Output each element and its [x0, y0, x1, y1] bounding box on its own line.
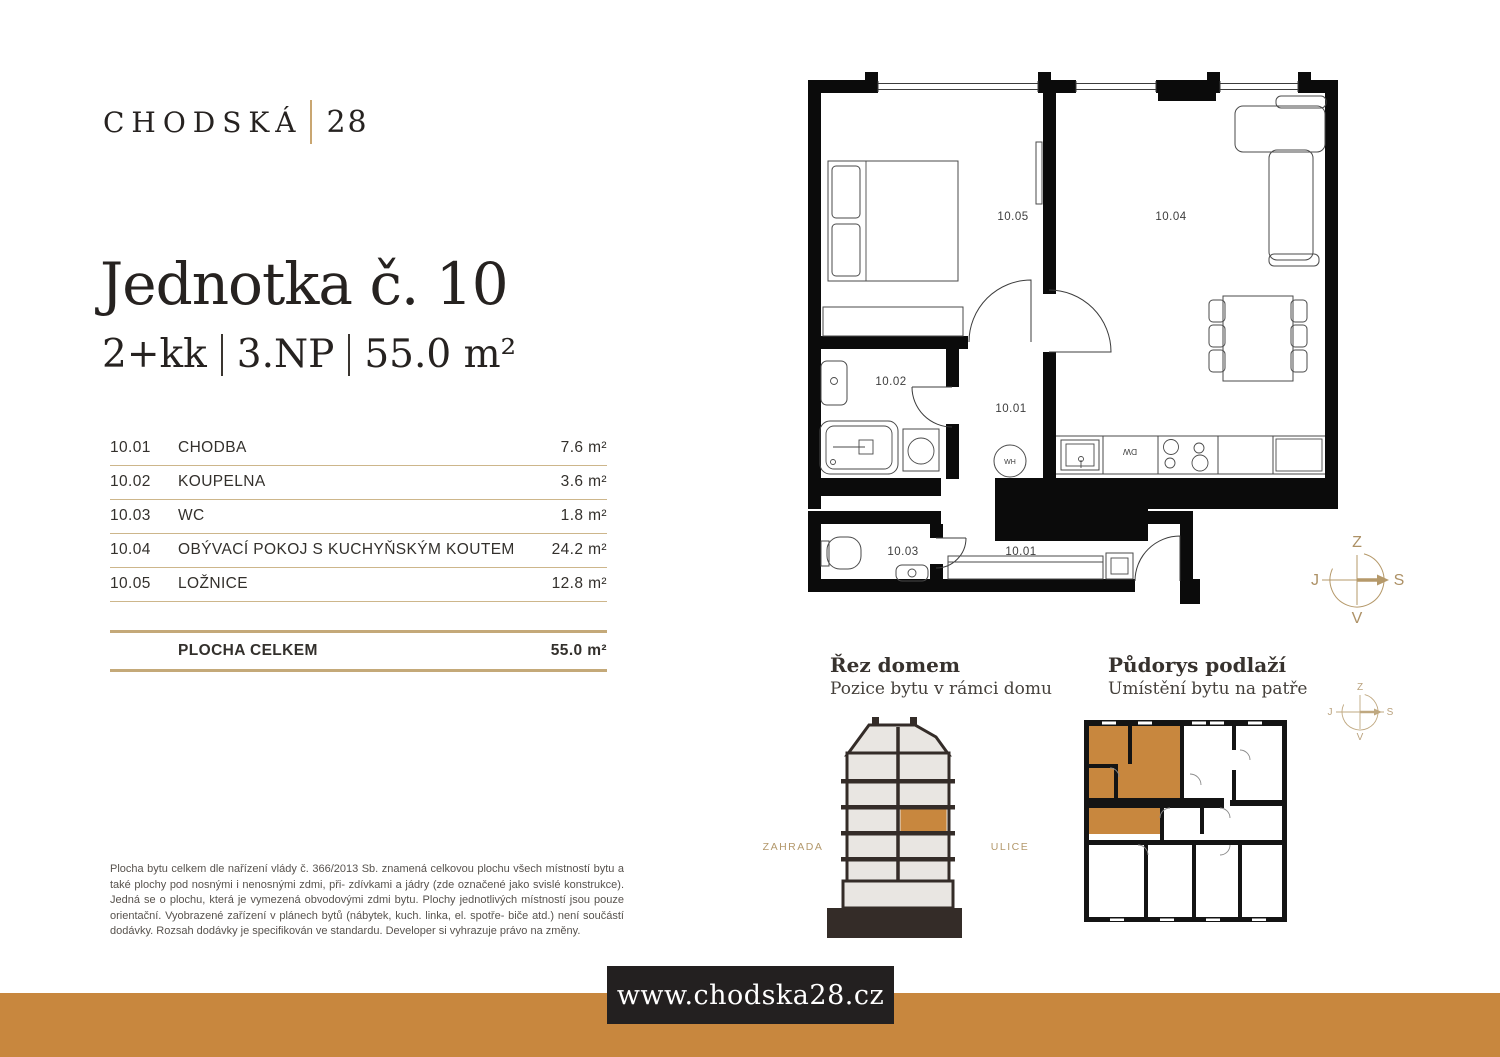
room-name: OBÝVACÍ POKOJ S KUCHYŇSKÝM KOUTEM	[178, 541, 515, 558]
windows	[878, 81, 1298, 92]
floor-plan	[803, 64, 1343, 616]
street-label: ULICE	[990, 841, 1030, 853]
small-basin	[896, 565, 928, 581]
wc-fixtures	[821, 537, 928, 581]
room-code: 10.05	[110, 575, 151, 592]
floor-layout-subtitle: Umístění bytu na patře	[1108, 679, 1308, 699]
spec-floor: 3.NP	[236, 332, 335, 377]
spec-separator	[348, 334, 350, 376]
table-row	[110, 500, 607, 534]
room-code: 10.04	[110, 541, 151, 558]
table-row	[110, 534, 607, 568]
website-box	[607, 966, 894, 1024]
radiator	[1036, 142, 1042, 204]
highlighted-unit	[901, 810, 947, 832]
ground-floor	[843, 881, 953, 908]
brand-number: 28	[326, 104, 369, 140]
dishwasher-label: DW	[1122, 447, 1138, 457]
highlighted-unit-area	[1084, 724, 1183, 834]
brand-name: CHODSKÁ	[103, 105, 303, 139]
living-furniture	[1209, 96, 1326, 381]
compass-top: Z	[1352, 534, 1362, 551]
sofa	[1269, 150, 1313, 260]
fridge	[1276, 439, 1322, 471]
room-area: 3.6 m²	[560, 473, 607, 490]
spec-layout: 2+kk	[102, 332, 207, 377]
room-code: 10.03	[110, 507, 151, 524]
shoe-cabinet	[1106, 553, 1133, 579]
dresser	[823, 307, 963, 336]
table-row	[110, 466, 607, 500]
compass-bottom: V	[1351, 610, 1363, 627]
floor-layout-title: Půdorys podlaží	[1108, 653, 1287, 677]
kitchen	[1056, 436, 1325, 474]
room-area: 7.6 m²	[560, 439, 607, 456]
spec-area: 55.0 m²	[364, 332, 517, 377]
room-code: 10.02	[110, 473, 151, 490]
compass-left: J	[1311, 572, 1319, 589]
total-label: PLOCHA CELKEM	[178, 642, 318, 659]
table-row	[110, 568, 607, 602]
room-name: WC	[178, 507, 205, 524]
room-code: 10.01	[110, 439, 151, 456]
room-label-bedroom: 10.05	[997, 211, 1029, 223]
unit-title: Jednotka č. 10	[100, 250, 508, 318]
table-row	[110, 432, 607, 466]
building-section	[755, 695, 1055, 945]
room-name: KOUPELNA	[178, 473, 266, 490]
compass-right: S	[1386, 707, 1394, 718]
room-area: 12.8 m²	[551, 575, 607, 592]
water-heater-label: WH	[1004, 459, 1016, 466]
room-name: LOŽNICE	[178, 575, 248, 592]
bed	[828, 161, 958, 281]
website-url: www.chodska28.cz	[616, 979, 885, 1011]
compass-left: J	[1327, 707, 1333, 718]
brand-logo	[103, 100, 369, 144]
unit-specs	[102, 332, 516, 377]
cooktop-burner	[1164, 440, 1179, 455]
room-label-bathroom: 10.02	[875, 376, 907, 388]
compass-rose-small-icon	[1318, 672, 1402, 756]
pillow	[832, 224, 860, 276]
legal-disclaimer: Plocha bytu celkem dle nařízení vlády č. 366/2013 Sb. znamená celkovou plochu všech místností bytu a také plochy pod nosnými i nenosnými zdmi, při- zdívkami a jádry (zde označené jako svislé konstrukce). Jedná se o plochu, která je vymezená obvodovými zdmi bytu. Plochy jednotlivých místností jsou pouze orientační. Vyobrazené zařízení v plánech bytů (nábytek, kuch. linka, el. spotře- biče atd.) není součástí dodávky. Rozsah dodávky je specifikován ve standardu. Developer si vyhrazuje právo na změny.	[110, 863, 624, 937]
wardrobe	[948, 556, 1103, 579]
bedroom-furniture	[823, 142, 1042, 336]
compass-top: Z	[1356, 682, 1364, 693]
pillow	[832, 166, 860, 218]
washbasin	[821, 361, 847, 405]
compass-right: S	[1393, 572, 1405, 589]
total-area: 55.0 m²	[550, 642, 607, 659]
compass-rose-icon	[1295, 523, 1445, 645]
brand-divider	[310, 100, 312, 144]
table-total-row	[110, 630, 607, 672]
room-table	[110, 432, 607, 672]
spec-separator	[221, 334, 223, 376]
garden-label: ZAHRADA	[762, 841, 824, 853]
room-label-hall-lower: 10.01	[1005, 546, 1037, 558]
room-name: CHODBA	[178, 439, 247, 456]
dining-table	[1223, 296, 1293, 381]
floor-layout-map	[1080, 712, 1290, 927]
room-label-living: 10.04	[1155, 211, 1187, 223]
compass-bottom: V	[1356, 732, 1364, 743]
toilet	[827, 537, 861, 569]
section-subtitle: Pozice bytu v rámci domu	[830, 679, 1052, 699]
room-label-wc: 10.03	[887, 546, 919, 558]
room-label-hall-upper: 10.01	[995, 403, 1027, 415]
sofa	[1235, 106, 1325, 152]
kitchen-sink	[1061, 440, 1099, 470]
section-title: Řez domem	[830, 653, 961, 677]
room-area: 24.2 m²	[551, 541, 607, 558]
building-base	[827, 908, 962, 938]
room-area: 1.8 m²	[560, 507, 607, 524]
